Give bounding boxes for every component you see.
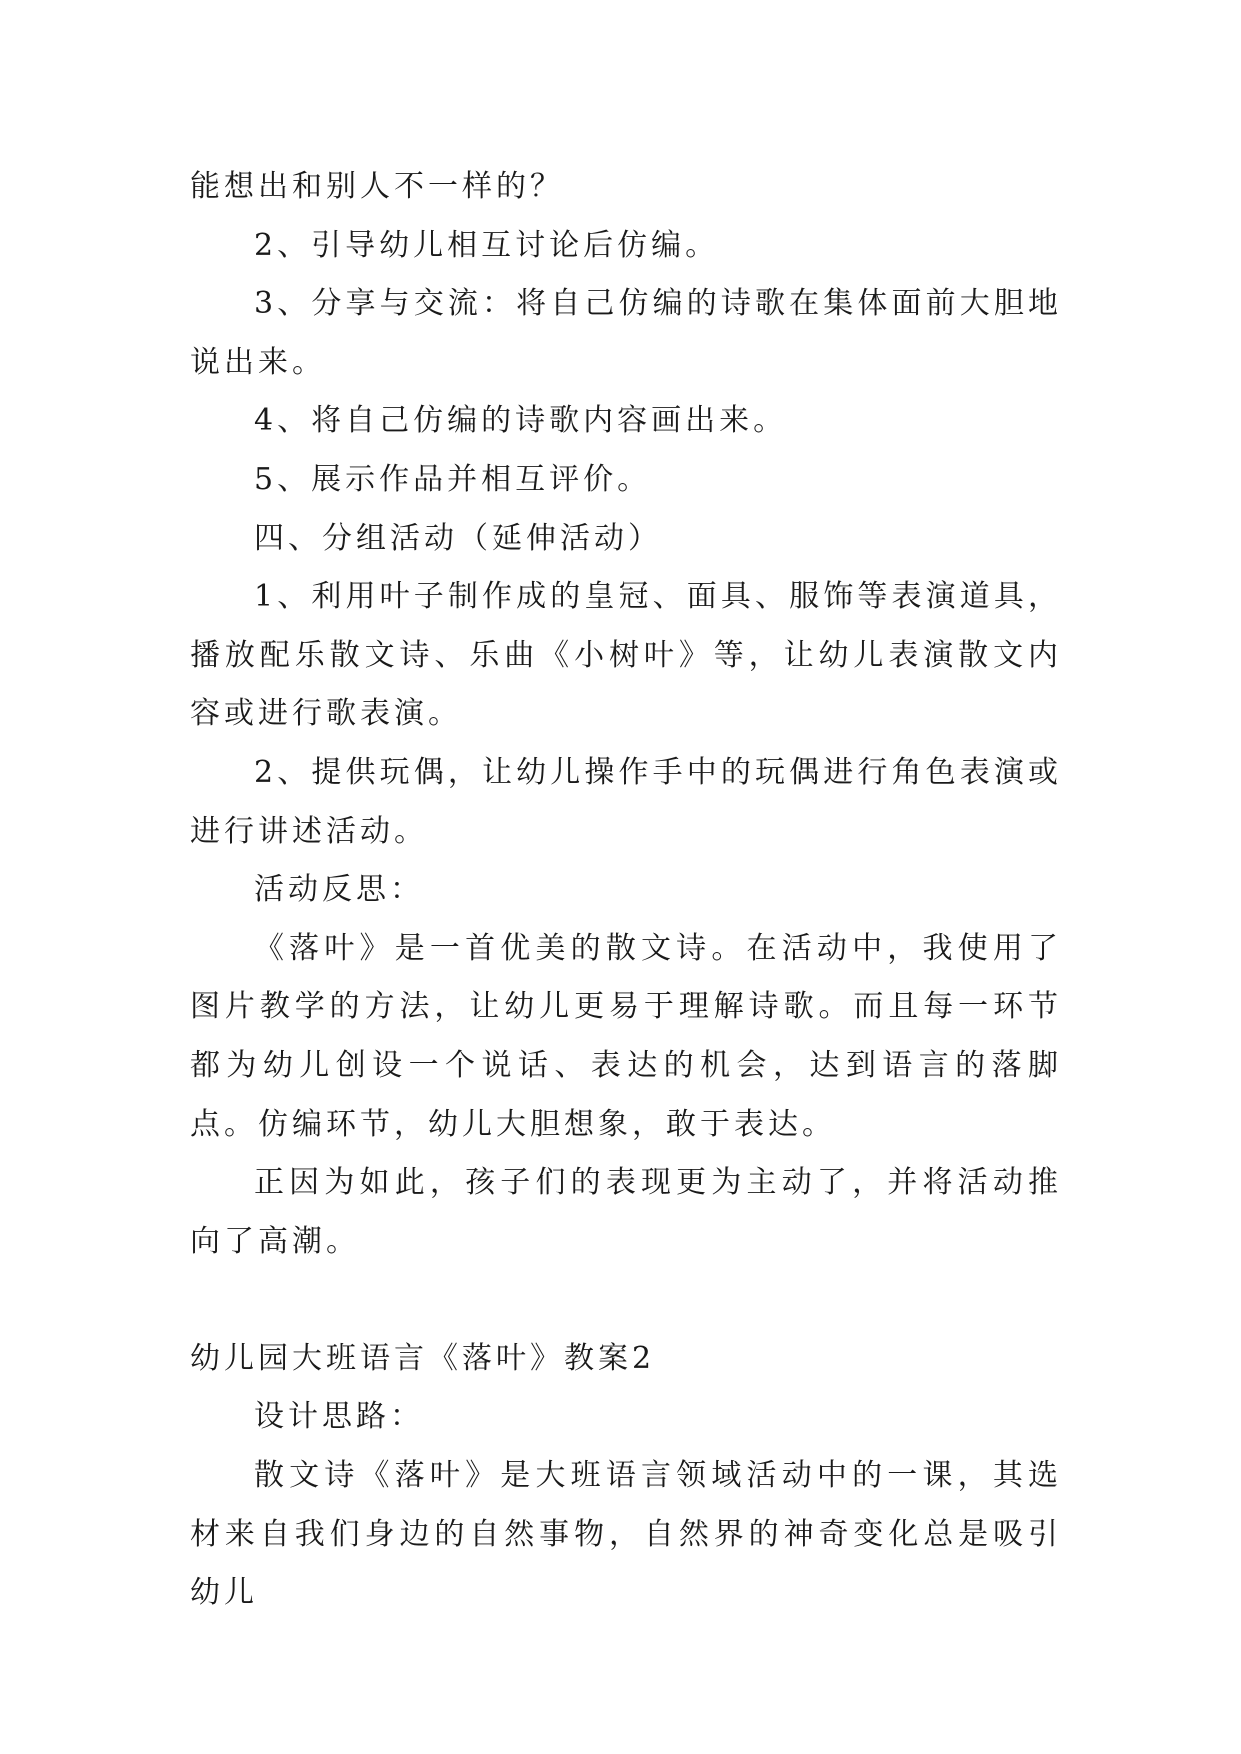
- paragraph-8: 2、提供玩偶，让幼儿操作手中的玩偶进行角色表演或进行讲述活动。: [190, 754, 1062, 849]
- paragraph-3: 3、分享与交流：将自己仿编的诗歌在集体面前大胆地说出来。: [190, 286, 1062, 380]
- design-idea-heading: 设计思路：: [254, 1399, 424, 1435]
- paragraph-4: 4、将自己仿编的诗歌内容画出来。: [254, 403, 788, 439]
- paragraph-10: 《落叶》是一首优美的散文诗。在活动中，我使用了图片教学的方法，让幼儿更易于理解诗歌。而且每一环节都为幼儿创设一个说话、表达的机会，达到语言的落脚点。仿编环节，幼儿大胆想象，敢于表达。: [190, 930, 1062, 1142]
- document-body: [190, 158, 1062, 1623]
- paragraph-5: 5、展示作品并相互评价。: [254, 461, 652, 497]
- section-heading-extension: 四、分组活动（延伸活动）: [254, 520, 662, 556]
- paragraph-1: 能想出和别人不一样的？: [190, 169, 564, 204]
- section-title: 幼儿园大班语言《落叶》教案2: [190, 1340, 656, 1376]
- paragraph-7: 1、利用叶子制作成的皇冠、面具、服饰等表演道具，播放配乐散文诗、乐曲《小树叶》等，让幼儿表演散文内容或进行歌表演。: [190, 579, 1062, 732]
- paragraph-11: 正因为如此，孩子们的表现更为主动了，并将活动推向了高潮。: [190, 1165, 1062, 1259]
- paragraph-2: 2、引导幼儿相互讨论后仿编。: [254, 227, 720, 263]
- reflection-heading: 活动反思：: [254, 872, 424, 908]
- design-idea-paragraph: 散文诗《落叶》是大班语言领域活动中的一课，其选材来自我们身边的自然事物，自然界的神奇变化总是吸引幼儿: [190, 1458, 1062, 1611]
